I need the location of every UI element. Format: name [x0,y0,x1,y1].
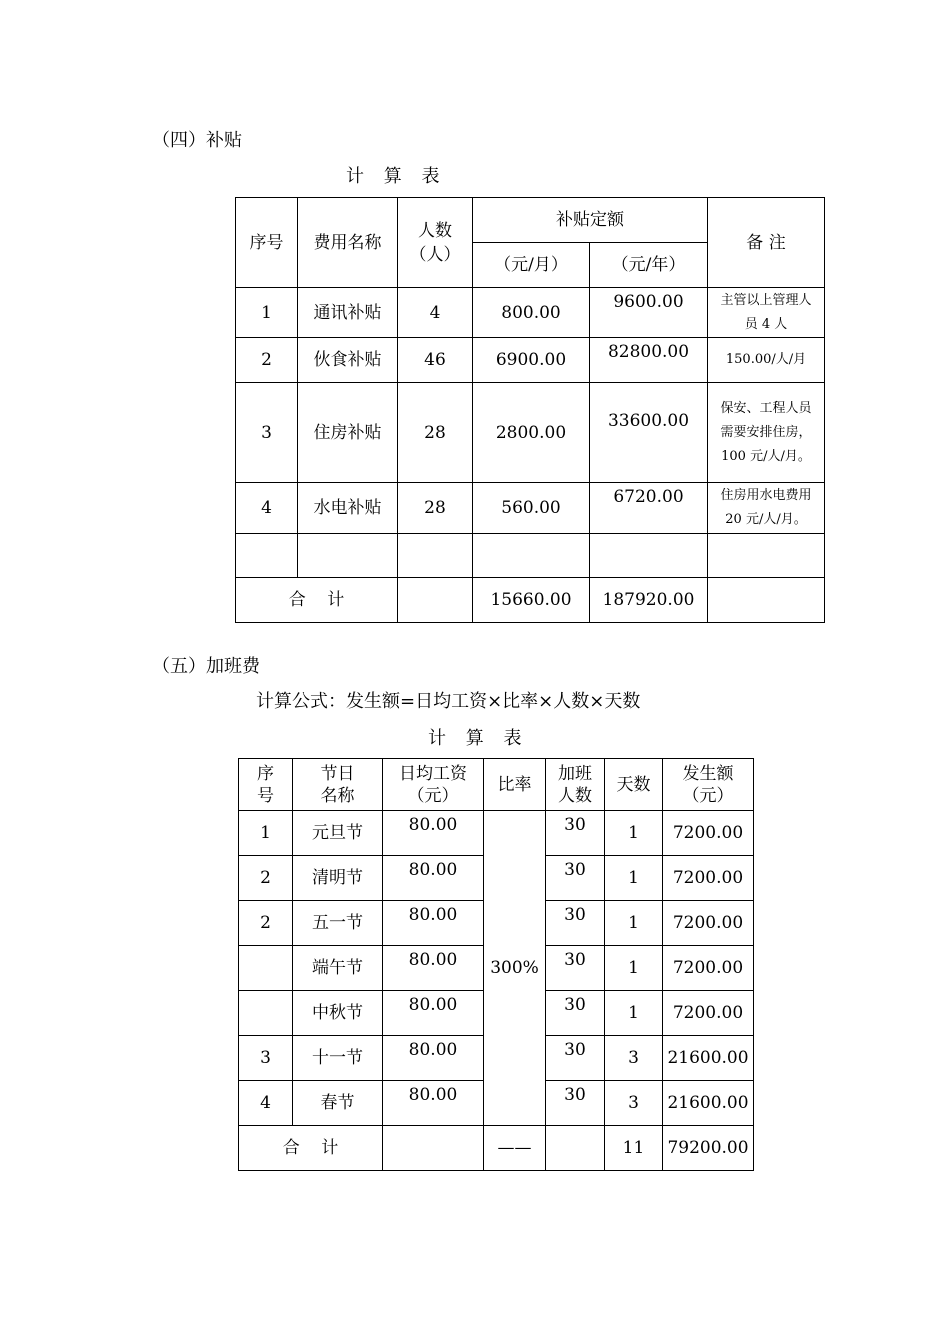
row-wage: 80.00 [383,946,484,991]
row-people: 30 [546,856,605,901]
row-year: 9600.00 [590,288,708,338]
header-per-month: （元/月） [473,243,590,288]
row-seq: 1 [239,811,293,856]
row-remark: 150.00/人/月 [708,338,825,383]
total-label: 合 计 [239,1126,383,1171]
header-days: 天数 [605,759,663,811]
section5-caption: 计 算 表 [428,728,522,749]
table-row [236,338,825,383]
row-people: 30 [546,901,605,946]
row-seq: 3 [236,383,298,483]
header-amount: 发生额（元） [663,759,754,811]
row-people: 4 [398,288,473,338]
row-seq: 2 [239,856,293,901]
total-rate: —— [484,1126,546,1171]
header-seq: 序号 [239,759,293,811]
row-wage: 80.00 [383,1081,484,1126]
table-row [236,383,825,483]
row-holiday: 五一节 [293,901,383,946]
header-remark: 备 注 [708,198,825,288]
header-people: 人数（人） [398,198,473,288]
table-row [236,483,825,534]
total-row [239,1126,754,1171]
row-people: 46 [398,338,473,383]
row-days: 3 [605,1036,663,1081]
row-amount: 21600.00 [663,1081,754,1126]
row-wage: 80.00 [383,901,484,946]
row-wage: 80.00 [383,991,484,1036]
row-people: 28 [398,483,473,534]
overtime-table [238,758,754,1171]
row-days: 1 [605,946,663,991]
row-people: 30 [546,991,605,1036]
row-remark: 住房用水电费用 20 元/人/月。 [708,483,825,534]
row-days: 1 [605,811,663,856]
rate-cell: 300% [484,811,546,1126]
row-amount: 7200.00 [663,856,754,901]
header-holiday: 节日名称 [293,759,383,811]
table-row [239,811,754,856]
row-people: 30 [546,946,605,991]
row-year: 82800.00 [590,338,708,383]
row-amount: 7200.00 [663,991,754,1036]
total-amount: 79200.00 [663,1126,754,1171]
row-amount: 7200.00 [663,811,754,856]
section4-heading: （四）补贴 [152,130,242,151]
total-year: 187920.00 [590,578,708,623]
row-people: 28 [398,383,473,483]
row-holiday: 十一节 [293,1036,383,1081]
total-days: 11 [605,1126,663,1171]
row-days: 1 [605,991,663,1036]
row-name: 伙食补贴 [298,338,398,383]
header-seq: 序号 [236,198,298,288]
row-holiday: 春节 [293,1081,383,1126]
row-amount: 7200.00 [663,946,754,991]
row-amount: 7200.00 [663,901,754,946]
total-label: 合 计 [236,578,398,623]
row-seq: 2 [236,338,298,383]
section5-heading: （五）加班费 [152,656,260,677]
row-month: 2800.00 [473,383,590,483]
row-days: 3 [605,1081,663,1126]
row-wage: 80.00 [383,1036,484,1081]
row-days: 1 [605,901,663,946]
row-amount: 21600.00 [663,1036,754,1081]
row-name: 通讯补贴 [298,288,398,338]
row-seq: 4 [236,483,298,534]
header-quota: 补贴定额 [473,198,708,243]
row-holiday: 清明节 [293,856,383,901]
row-people: 30 [546,1036,605,1081]
row-holiday: 中秋节 [293,991,383,1036]
table-row [236,288,825,338]
row-seq: 2 [239,901,293,946]
row-seq [239,946,293,991]
header-rate: 比率 [484,759,546,811]
row-holiday: 元旦节 [293,811,383,856]
total-month: 15660.00 [473,578,590,623]
allowance-table [235,197,825,623]
row-month: 6900.00 [473,338,590,383]
row-remark: 主管以上管理人员 4 人 [708,288,825,338]
section4-caption: 计 算 表 [346,166,440,187]
row-seq [239,991,293,1036]
row-month: 560.00 [473,483,590,534]
header-people: 加班人数 [546,759,605,811]
row-wage: 80.00 [383,811,484,856]
row-name: 水电补贴 [298,483,398,534]
formula-text: 计算公式：发生额=日均工资×比率×人数×天数 [256,691,641,712]
row-wage: 80.00 [383,856,484,901]
row-people: 30 [546,1081,605,1126]
row-year: 33600.00 [590,383,708,483]
row-people: 30 [546,811,605,856]
header-per-year: （元/年） [590,243,708,288]
row-holiday: 端午节 [293,946,383,991]
row-year: 6720.00 [590,483,708,534]
total-row [236,578,825,623]
row-remark: 保安、工程人员需要安排住房，100 元/人/月。 [708,383,825,483]
row-seq: 4 [239,1081,293,1126]
row-days: 1 [605,856,663,901]
empty-row [236,534,825,578]
row-seq: 3 [239,1036,293,1081]
row-name: 住房补贴 [298,383,398,483]
row-seq: 1 [236,288,298,338]
row-month: 800.00 [473,288,590,338]
header-daily-wage: 日均工资（元） [383,759,484,811]
header-name: 费用名称 [298,198,398,288]
